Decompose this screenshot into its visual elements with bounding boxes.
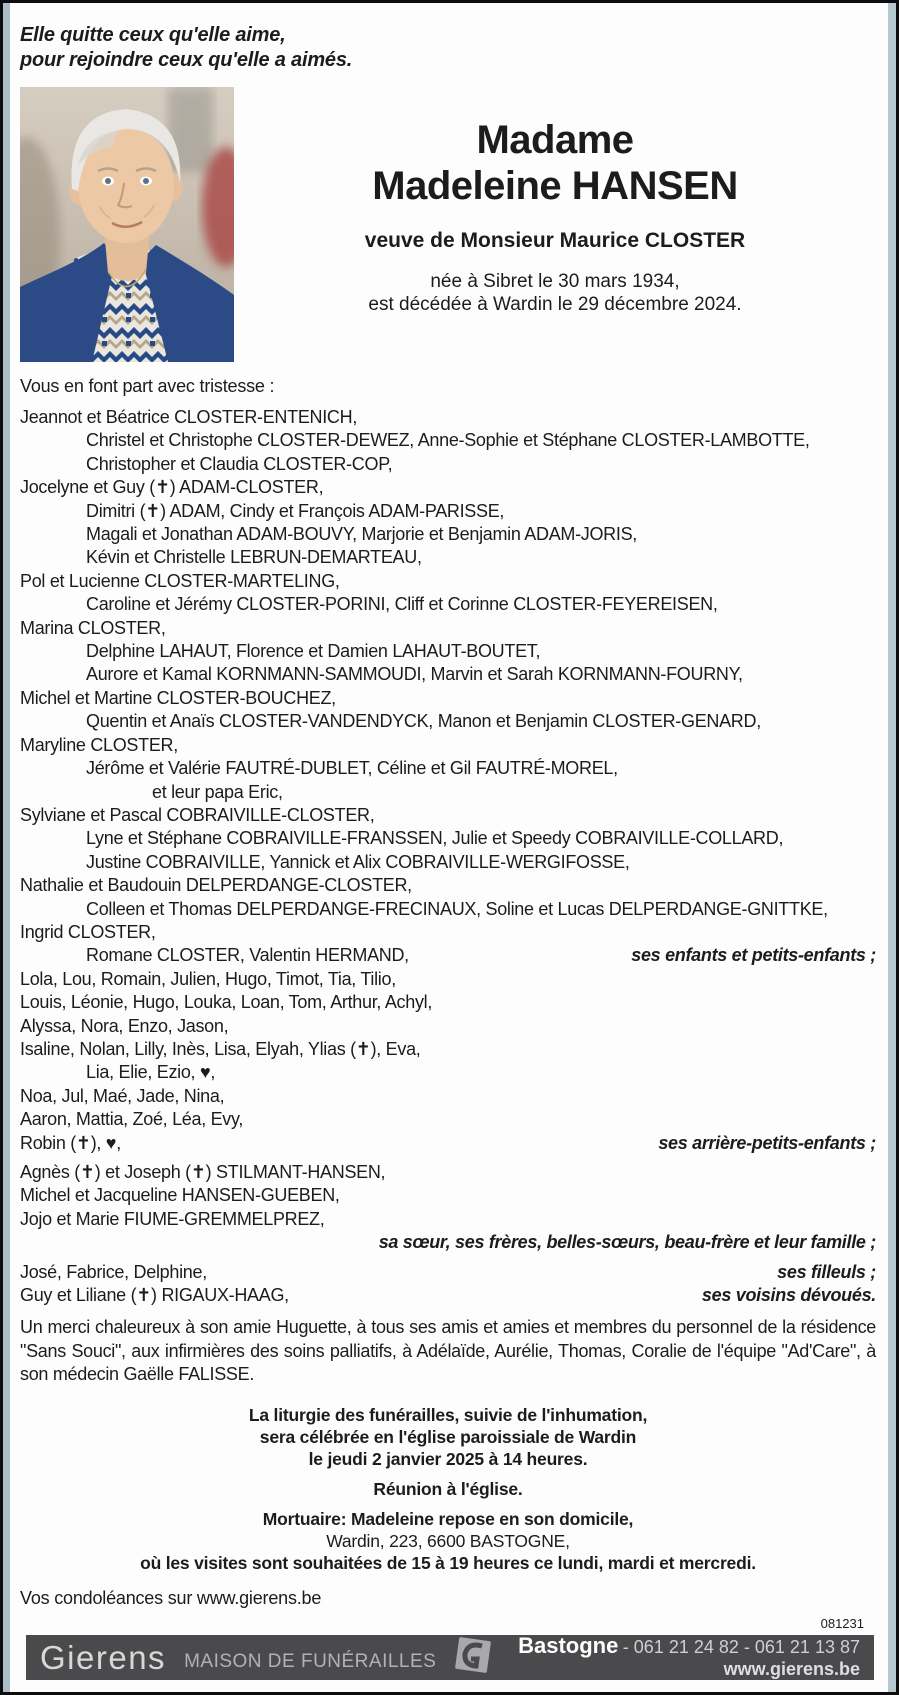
family-row (20, 1161, 876, 1184)
family-names: Delphine LAHAUT, Florence et Damien LAHAUT-BOUTET, (86, 641, 541, 662)
family-row (20, 1085, 876, 1108)
ceremony-block (20, 1404, 876, 1574)
family-row (20, 710, 876, 733)
family-row (20, 734, 876, 757)
relationship-label: ses enfants et petits-enfants ; (631, 945, 876, 966)
family-names: Jojo et Marie FIUME-GREMMELPREZ, (20, 1208, 325, 1229)
family-row (20, 687, 876, 710)
family-row (20, 968, 876, 991)
funeral-home-website: www.gierens.be (723, 1659, 860, 1679)
family-names: et leur papa Eric, (152, 781, 283, 802)
relationship-label: ses arrière-petits-enfants ; (658, 1132, 876, 1153)
widow-of-line: veuve de Monsieur Maurice CLOSTER (364, 229, 746, 252)
reunion-line: Réunion à l'église. (373, 1478, 523, 1499)
family-names: Sylviane et Pascal COBRAIVILLE-CLOSTER, (20, 804, 375, 825)
liturgy-line-2: sera célébrée en l'église paroissiale de Wardin (259, 1426, 637, 1447)
family-names: Lia, Elie, Ezio, ♥, (86, 1062, 216, 1083)
family-names: Nathalie et Baudouin DELPERDANGE-CLOSTER, (20, 875, 412, 896)
thanks-paragraph: Un merci chaleureux à son amie Huguette, à tous ses amis et amies et membres du personnel de la résidence "Sans Souci", aux infirmières des soins palliatifs, à Adélaïde, Aurélie, Thomas, Coralie de l'équipe "Ad'Care", à son médecin Gaëlle FALISSE. (20, 1317, 876, 1385)
family-names: Magali et Jonathan ADAM-BOUVY, Marjorie et Benjamin ADAM-JORIS, (86, 524, 637, 545)
family-names: Maryline CLOSTER, (20, 734, 178, 755)
deceased-title (234, 117, 876, 209)
family-row (20, 640, 876, 663)
family-names: Marina CLOSTER, (20, 617, 166, 638)
family-row (20, 546, 876, 569)
family-names: Colleen et Thomas DELPERDANGE-FRECINAUX, Soline et Lucas DELPERDANGE-GNITTKE, (86, 898, 828, 919)
family-row (20, 1061, 876, 1084)
family-names: Dimitri (✝) ADAM, Cindy et François ADAM-PARISSE, (86, 500, 505, 521)
family-names: Lyne et Stéphane COBRAIVILLE-FRANSSEN, Julie et Speedy COBRAIVILLE-COLLARD, (86, 828, 784, 849)
family-names: Robin (✝), ♥, (20, 1132, 121, 1153)
family-row (20, 476, 876, 499)
birth-death-dates (234, 270, 876, 316)
family-names: Noa, Jul, Maé, Jade, Nina, (20, 1085, 225, 1106)
relationship-label: ses filleuls ; (777, 1261, 876, 1282)
family-list (20, 406, 876, 1307)
family-names: Justine COBRAIVILLE, Yannick et Alix COBRAIVILLE-WERGIFOSSE, (86, 851, 630, 872)
liturgy-line-1: La liturgie des funérailles, suivie de l'inhumation, (248, 1404, 648, 1425)
family-row (20, 453, 876, 476)
family-row (20, 500, 876, 523)
mortuary-address: Wardin, 223, 6600 BASTOGNE, (326, 1530, 570, 1551)
top-row (20, 87, 876, 362)
family-names: Alyssa, Nora, Enzo, Jason, (20, 1015, 229, 1036)
liturgy-line-3: le jeudi 2 janvier 2025 à 14 heures. (308, 1448, 588, 1469)
family-row (20, 1208, 876, 1231)
funeral-home-tagline: MAISON DE FUNÉRAILLES (184, 1651, 437, 1672)
right-edge-strip (888, 3, 896, 1692)
family-row (20, 1184, 876, 1207)
portrait-photo-illustration (20, 87, 234, 362)
family-row (20, 851, 876, 874)
family-row (20, 523, 876, 546)
family-names: Kévin et Christelle LEBRUN-DEMARTEAU, (86, 547, 422, 568)
gierens-logo-icon (452, 1634, 494, 1681)
family-row (20, 1015, 876, 1038)
family-names: Jeannot et Béatrice CLOSTER-ENTENICH, (20, 407, 358, 427)
family-names: Christel et Christophe CLOSTER-DEWEZ, Anne-Sophie et Stéphane CLOSTER-LAMBOTTE, (86, 430, 810, 451)
family-names: Louis, Léonie, Hugo, Louka, Loan, Tom, Arthur, Achyl, (20, 992, 433, 1013)
family-row (20, 898, 876, 921)
deceased-name: Madeleine HANSEN (372, 164, 738, 208)
epitaph-line-1: Elle quitte ceux qu'elle aime, (20, 24, 286, 46)
birth-line: née à Sibret le 30 mars 1934, (430, 271, 680, 292)
portrait-photo (20, 87, 234, 362)
family-row (20, 757, 876, 780)
title-madame: Madame (476, 118, 634, 162)
announcement-intro: Vous en font part avec tristesse : (20, 376, 275, 396)
family-names: Michel et Jacqueline HANSEN-GUEBEN, (20, 1185, 340, 1206)
family-row (20, 570, 876, 593)
funeral-home-contact (518, 1635, 860, 1680)
family-row (20, 944, 876, 967)
family-row (20, 921, 876, 944)
condolences-line: Vos condoléances sur www.gierens.be (20, 1587, 322, 1608)
family-row (20, 1231, 876, 1254)
family-row (20, 781, 876, 804)
family-row (20, 1261, 876, 1284)
family-names: Isaline, Nolan, Lilly, Inès, Lisa, Elyah, Ylias (✝), Eva, (20, 1038, 421, 1059)
relationship-label: sa sœur, ses frères, belles-sœurs, beau-frère et leur famille ; (378, 1232, 876, 1253)
family-names: Caroline et Jérémy CLOSTER-PORINI, Cliff et Corinne CLOSTER-FEYEREISEN, (86, 594, 718, 615)
epitaph-quote (20, 23, 876, 73)
mortuary-line-1: Mortuaire: Madeleine repose en son domicile, (262, 1508, 634, 1529)
funeral-home-banner (26, 1635, 874, 1680)
card-content (20, 3, 876, 1692)
epitaph-line-2: pour rejoindre ceux qu'elle a aimés. (20, 49, 353, 71)
family-names: Pol et Lucienne CLOSTER-MARTELING, (20, 570, 340, 591)
family-row (20, 1038, 876, 1061)
family-row (20, 1108, 876, 1131)
reference-number: 081231 (820, 1615, 864, 1631)
relationship-label: ses voisins dévoués. (701, 1285, 876, 1306)
family-names: Aurore et Kamal KORNMANN-SAMMOUDI, Marvin et Sarah KORNMANN-FOURNY, (86, 664, 743, 685)
family-row (20, 663, 876, 686)
family-row (20, 991, 876, 1014)
funeral-home-brand: Gierens (40, 1638, 167, 1676)
family-row (20, 827, 876, 850)
family-names: Romane CLOSTER, Valentin HERMAND, (86, 945, 409, 966)
funeral-home-city: Bastogne (518, 1633, 619, 1658)
family-row (20, 874, 876, 897)
family-names: Agnès (✝) et Joseph (✝) STILMANT-HANSEN, (20, 1162, 386, 1182)
family-row (20, 1284, 876, 1307)
family-names: Christopher et Claudia CLOSTER-COP, (86, 453, 393, 474)
family-row (20, 429, 876, 452)
header-block (234, 87, 876, 362)
death-line: est décédée à Wardin le 29 décembre 2024. (368, 294, 742, 315)
left-edge-strip (3, 3, 10, 1692)
family-names: Lola, Lou, Romain, Julien, Hugo, Timot, Tia, Tilio, (20, 968, 396, 989)
family-row (20, 617, 876, 640)
family-names: Aaron, Mattia, Zoé, Léa, Evy, (20, 1109, 244, 1130)
funeral-home-phones: - 061 21 24 82 - 061 21 13 87 (622, 1637, 860, 1657)
family-names: José, Fabrice, Delphine, (20, 1261, 207, 1282)
family-names: Michel et Martine CLOSTER-BOUCHEZ, (20, 687, 336, 708)
family-names: Jérôme et Valérie FAUTRÉ-DUBLET, Céline et Gil FAUTRÉ-MOREL, (86, 758, 618, 779)
family-row (20, 406, 876, 429)
family-names: Guy et Liliane (✝) RIGAUX-HAAG, (20, 1285, 289, 1306)
family-names: Ingrid CLOSTER, (20, 921, 156, 942)
family-row (20, 593, 876, 616)
mortuary-visits: où les visites sont souhaitées de 15 à 19 heures ce lundi, mardi et mercredi. (140, 1552, 756, 1573)
family-names: Jocelyne et Guy (✝) ADAM-CLOSTER, (20, 477, 324, 498)
family-names: Quentin et Anaïs CLOSTER-VANDENDYCK, Manon et Benjamin CLOSTER-GENARD, (86, 711, 761, 732)
family-row (20, 1132, 876, 1155)
family-row (20, 804, 876, 827)
